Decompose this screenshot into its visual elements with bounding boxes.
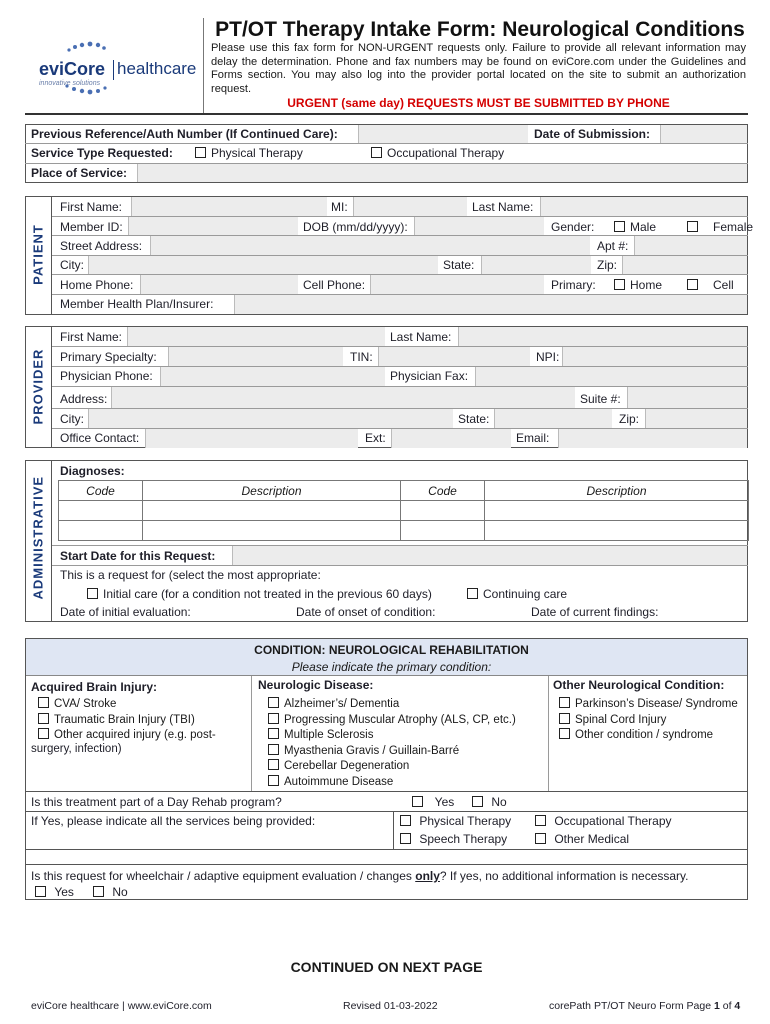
list-item[interactable]: Traumatic Brain Injury (TBI) <box>38 713 216 729</box>
dob-input[interactable] <box>414 217 544 235</box>
cell-phone-label: Cell Phone: <box>303 278 366 292</box>
code-cell[interactable] <box>59 521 143 541</box>
specialty-label: Primary Specialty: <box>60 350 157 364</box>
male-checkbox[interactable] <box>614 221 625 232</box>
description-header-1: Description <box>143 481 401 501</box>
urgent-notice: URGENT (same day) REQUESTS MUST BE SUBMITTED BY PHONE <box>287 96 670 110</box>
service-physical-checkbox[interactable] <box>400 815 411 826</box>
provider-address-input[interactable] <box>111 387 575 408</box>
email-input[interactable] <box>558 429 747 448</box>
member-id-input[interactable] <box>128 217 298 235</box>
description-cell[interactable] <box>485 501 749 521</box>
logo-suffix: healthcare <box>117 59 197 78</box>
patient-city-input[interactable] <box>88 256 438 274</box>
code-cell[interactable] <box>401 501 485 521</box>
primary-home-option[interactable]: Home <box>614 278 662 292</box>
wheelchair-no-checkbox[interactable] <box>93 886 104 897</box>
home-phone-input[interactable] <box>140 275 298 294</box>
condition-title: CONDITION: NEUROLOGICAL REHABILITATION <box>254 643 529 657</box>
service-pt-option[interactable]: Physical Therapy <box>195 146 303 160</box>
continuing-care-option[interactable]: Continuing care <box>467 587 567 601</box>
ext-label: Ext: <box>365 431 386 445</box>
description-cell[interactable] <box>143 501 401 521</box>
cerebellar-checkbox[interactable] <box>268 759 279 770</box>
list-item[interactable]: Progressing Muscular Atrophy (ALS, CP, etc.) <box>268 713 516 729</box>
email-label: Email: <box>516 431 550 445</box>
list-item[interactable]: Other acquired injury (e.g. post- <box>38 728 216 744</box>
intro-text: Please use this fax form for NON-URGENT requests only. Failure to provide all relevant information may delay the determination. Phone and fax numbers may be found on eviCore.com under the Guidelines and Forms section. You may also log into the provider portal located on the site to submit an authorization request. <box>211 42 746 95</box>
service-speech-option[interactable]: Speech Therapy <box>400 832 507 846</box>
list-item[interactable]: CVA/ Stroke <box>38 697 216 713</box>
day-rehab-no[interactable]: No <box>472 795 507 809</box>
day-rehab-yes-checkbox[interactable] <box>412 796 423 807</box>
wheelchair-yes[interactable]: Yes <box>35 885 74 899</box>
cell-phone-input[interactable] <box>370 275 544 294</box>
patient-section-label: PATIENT <box>30 224 46 285</box>
initial-care-option[interactable]: Initial care (for a condition not treated in the previous 60 days) <box>87 587 432 601</box>
list-item[interactable]: Cerebellar Degeneration <box>268 759 516 775</box>
description-cell[interactable] <box>143 521 401 541</box>
provider-state-label: State: <box>458 412 490 426</box>
page-title: PT/OT Therapy Intake Form: Neurological Conditions <box>215 18 745 41</box>
tin-label: TIN: <box>350 350 373 364</box>
service-ot-option[interactable]: Occupational Therapy <box>371 146 504 160</box>
service-other-checkbox[interactable] <box>535 833 546 844</box>
health-plan-label: Member Health Plan/Insurer: <box>60 297 214 311</box>
footer-revised: Revised 01-03-2022 <box>343 1000 438 1012</box>
autoimmune-checkbox[interactable] <box>268 775 279 786</box>
eval-date-label: Date of initial evaluation: <box>60 605 191 619</box>
ext-input[interactable] <box>391 429 511 448</box>
member-id-label: Member ID: <box>60 220 123 234</box>
spinal-cord-checkbox[interactable] <box>559 713 570 724</box>
initial-care-checkbox[interactable] <box>87 588 98 599</box>
provider-section-label: PROVIDER <box>30 348 46 425</box>
provider-address-label: Address: <box>60 392 108 406</box>
gender-female-option[interactable]: Female <box>687 220 753 234</box>
day-rehab-no-checkbox[interactable] <box>472 796 483 807</box>
pt-checkbox[interactable] <box>195 147 206 158</box>
service-speech-checkbox[interactable] <box>400 833 411 844</box>
administrative-section-label: ADMINISTRATIVE <box>30 475 46 600</box>
patient-first-input[interactable] <box>131 197 327 216</box>
patient-state-input[interactable] <box>481 256 591 274</box>
provider-zip-input[interactable] <box>645 409 747 428</box>
place-service-input[interactable] <box>137 164 747 182</box>
list-item[interactable]: Autoimmune Disease <box>268 775 516 791</box>
npi-input[interactable] <box>562 347 747 366</box>
onset-date-label: Date of onset of condition: <box>296 605 436 619</box>
date-submission-label: Date of Submission: <box>534 127 651 141</box>
provider-last-label: Last Name: <box>390 330 452 344</box>
street-input[interactable] <box>150 236 590 255</box>
dob-label: DOB (mm/dd/yyyy): <box>303 220 408 234</box>
header-rule <box>25 113 748 115</box>
patient-last-input[interactable] <box>540 197 747 216</box>
code-cell[interactable] <box>59 501 143 521</box>
code-header-2: Code <box>401 481 485 501</box>
abi-title: Acquired Brain Injury: <box>31 680 158 694</box>
specialty-input[interactable] <box>168 347 343 366</box>
service-physical-option[interactable]: Physical Therapy <box>400 814 511 828</box>
home-checkbox[interactable] <box>614 279 625 290</box>
other-neuro-list <box>559 697 738 744</box>
physician-fax-input[interactable] <box>475 367 747 386</box>
tin-input[interactable] <box>378 347 530 366</box>
npi-label: NPI: <box>536 350 560 364</box>
abi-list <box>38 697 216 744</box>
apt-input[interactable] <box>634 236 747 255</box>
female-checkbox[interactable] <box>687 221 698 232</box>
apt-label: Apt #: <box>597 239 629 253</box>
other-condition-checkbox[interactable] <box>559 728 570 739</box>
prev-ref-input[interactable] <box>358 125 528 143</box>
abi-item-continuation: surgery, infection) <box>31 743 122 755</box>
list-item[interactable]: Other condition / syndrome <box>559 728 738 744</box>
service-type-label: Service Type Requested: <box>31 146 173 160</box>
provider-first-input[interactable] <box>127 327 385 346</box>
date-submission-input[interactable] <box>660 125 747 143</box>
day-rehab-yes[interactable]: Yes <box>412 795 454 809</box>
patient-zip-input[interactable] <box>622 256 747 274</box>
neuro-list <box>268 697 516 791</box>
start-date-label: Start Date for this Request: <box>60 549 216 563</box>
myasthenia-checkbox[interactable] <box>268 744 279 755</box>
physician-phone-input[interactable] <box>160 367 385 386</box>
office-contact-input[interactable] <box>145 429 358 448</box>
list-item[interactable]: Alzheimer’s/ Dementia <box>268 697 516 713</box>
list-item[interactable]: Myasthenia Gravis / Guillain-Barré <box>268 744 516 760</box>
place-service-label: Place of Service: <box>31 166 128 180</box>
service-occupational-option[interactable]: Occupational Therapy <box>535 814 672 828</box>
suite-input[interactable] <box>627 387 747 408</box>
logo <box>25 28 200 98</box>
continuing-care-checkbox[interactable] <box>467 588 478 599</box>
footer-page-info: corePath PT/OT Neuro Form Page 1 of 4 <box>549 1000 741 1012</box>
street-label: Street Address: <box>60 239 143 253</box>
patient-mi-label: MI: <box>331 200 348 214</box>
continued-notice: CONTINUED ON NEXT PAGE <box>290 959 483 975</box>
services-question: If Yes, please indicate all the services being provided: <box>31 814 316 828</box>
office-contact-label: Office Contact: <box>60 431 140 445</box>
ms-checkbox[interactable] <box>268 728 279 739</box>
service-occupational-checkbox[interactable] <box>535 815 546 826</box>
diagnoses-table <box>58 480 749 541</box>
suite-label: Suite #: <box>580 392 621 406</box>
home-phone-label: Home Phone: <box>60 278 134 292</box>
header-divider <box>203 18 204 113</box>
footer-left: eviCore healthcare | www.eviCore.com <box>31 1000 212 1012</box>
request-type-label: This is a request for (select the most appropriate: <box>60 568 321 582</box>
description-header-2: Description <box>485 481 749 501</box>
logo-divider <box>113 60 114 80</box>
service-other-option[interactable]: Other Medical <box>535 832 629 846</box>
cell-checkbox[interactable] <box>687 279 698 290</box>
tbi-checkbox[interactable] <box>38 713 49 724</box>
physician-phone-label: Physician Phone: <box>60 369 153 383</box>
logo-tagline: innovative solutions <box>39 80 101 87</box>
provider-last-input[interactable] <box>458 327 747 346</box>
provider-city-label: City: <box>60 412 84 426</box>
provider-city-input[interactable] <box>88 409 453 428</box>
condition-subtitle: Please indicate the primary condition: <box>291 660 492 674</box>
provider-state-input[interactable] <box>494 409 612 428</box>
code-header-1: Code <box>59 481 143 501</box>
patient-zip-label: Zip: <box>597 258 618 272</box>
list-item[interactable]: Spinal Cord Injury <box>559 713 738 729</box>
neuro-title: Neurologic Disease: <box>258 678 374 692</box>
patient-mi-input[interactable] <box>353 197 467 216</box>
patient-first-label: First Name: <box>60 200 123 214</box>
other-neuro-title: Other Neurological Condition: <box>553 678 725 692</box>
physician-fax-label: Physician Fax: <box>390 369 469 383</box>
wheelchair-question: Is this request for wheelchair / adaptive equipment evaluation / changes only? If yes, no additional information is necessary. <box>31 869 689 883</box>
parkinsons-checkbox[interactable] <box>559 697 570 708</box>
list-item[interactable]: Parkinson’s Disease/ Syndrome <box>559 697 738 713</box>
prev-ref-label: Previous Reference/Auth Number (If Continued Care): <box>31 127 338 141</box>
wheelchair-yes-checkbox[interactable] <box>35 886 46 897</box>
cva-checkbox[interactable] <box>38 697 49 708</box>
provider-first-label: First Name: <box>60 330 123 344</box>
gender-label: Gender: <box>551 220 595 234</box>
primary-label: Primary: <box>551 278 596 292</box>
logo-brand: eviCore <box>39 59 106 79</box>
ot-checkbox[interactable] <box>371 147 382 158</box>
alzheimers-checkbox[interactable] <box>268 697 279 708</box>
provider-zip-label: Zip: <box>619 412 640 426</box>
list-item[interactable]: Multiple Sclerosis <box>268 728 516 744</box>
health-plan-input[interactable] <box>234 295 747 314</box>
pma-checkbox[interactable] <box>268 713 279 724</box>
day-rehab-question: Is this treatment part of a Day Rehab program? <box>31 795 282 809</box>
wheelchair-no[interactable]: No <box>93 885 128 899</box>
description-cell[interactable] <box>485 521 749 541</box>
start-date-input[interactable] <box>232 546 747 565</box>
diagnoses-label: Diagnoses: <box>60 464 125 478</box>
patient-last-label: Last Name: <box>472 200 534 214</box>
patient-city-label: City: <box>60 258 84 272</box>
findings-date-label: Date of current findings: <box>531 605 659 619</box>
primary-cell-option[interactable]: Cell <box>687 278 734 292</box>
other-injury-checkbox[interactable] <box>38 728 49 739</box>
code-cell[interactable] <box>401 521 485 541</box>
patient-state-label: State: <box>443 258 475 272</box>
gender-male-option[interactable]: Male <box>614 220 656 234</box>
